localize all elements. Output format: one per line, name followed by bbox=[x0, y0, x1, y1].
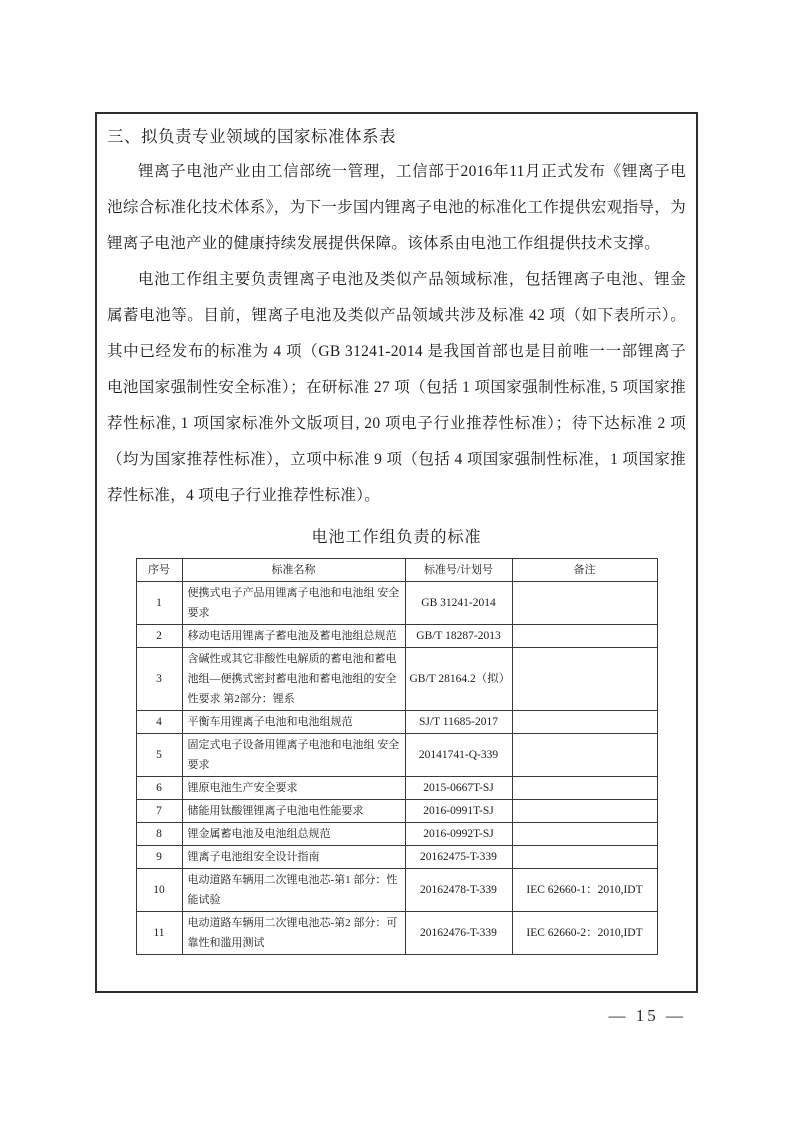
cell-remark bbox=[512, 625, 657, 648]
cell-standard-name: 锂离子电池组安全设计指南 bbox=[182, 846, 405, 869]
table-row bbox=[136, 869, 657, 912]
cell-standard-code: 20162476-T-339 bbox=[405, 912, 512, 955]
table-row bbox=[136, 625, 657, 648]
table-row bbox=[136, 711, 657, 734]
cell-serial-no: 11 bbox=[136, 912, 182, 955]
cell-standard-code: GB/T 18287-2013 bbox=[405, 625, 512, 648]
table-title: 电池工作组负责的标准 bbox=[311, 529, 482, 546]
table-row bbox=[136, 846, 657, 869]
cell-standard-name: 电动道路车辆用二次锂电池芯-第1 部分：性能试验 bbox=[182, 869, 405, 912]
cell-remark bbox=[512, 777, 657, 800]
cell-serial-no: 8 bbox=[136, 823, 182, 846]
cell-standard-code: 20162478-T-339 bbox=[405, 869, 512, 912]
cell-remark bbox=[512, 846, 657, 869]
cell-remark: IEC 62660-1：2010,IDT bbox=[512, 869, 657, 912]
cell-serial-no: 1 bbox=[136, 582, 182, 625]
table-row bbox=[136, 648, 657, 711]
table-row bbox=[136, 777, 657, 800]
page-number: — 15 — bbox=[608, 1006, 686, 1025]
cell-serial-no: 3 bbox=[136, 648, 182, 711]
cell-remark bbox=[512, 800, 657, 823]
cell-standard-name: 含碱性或其它非酸性电解质的蓄电池和蓄电池组—便携式密封蓄电池和蓄电池组的安全性要求 第2部分：锂系 bbox=[182, 648, 405, 711]
cell-standard-name: 电动道路车辆用二次锂电池芯-第2 部分：可靠性和滥用测试 bbox=[182, 912, 405, 955]
paragraph-intro: 锂离子电池产业由工信部统一管理，工信部于2016年11月正式发布《锂离子电池综合标准化技术体系》，为下一步国内锂离子电池的标准化工作提供宏观指导，为锂离子电池产业的健康持续发展提供保障。该体系由电池工作组提供技术支撑。 bbox=[107, 163, 686, 252]
column-header-standard-code: 标准号/计划号 bbox=[405, 559, 512, 582]
cell-standard-name: 平衡车用锂离子电池和电池组规范 bbox=[182, 711, 405, 734]
cell-standard-code: GB/T 28164.2（拟） bbox=[405, 648, 512, 711]
table-header-row bbox=[136, 559, 657, 582]
table-row bbox=[136, 823, 657, 846]
cell-standard-code: 2016-0992T-SJ bbox=[405, 823, 512, 846]
cell-standard-code: 2015-0667T-SJ bbox=[405, 777, 512, 800]
cell-standard-name: 便携式电子产品用锂离子电池和电池组 安全要求 bbox=[182, 582, 405, 625]
cell-standard-code: 2016-0991T-SJ bbox=[405, 800, 512, 823]
table-row bbox=[136, 800, 657, 823]
cell-standard-name: 移动电话用锂离子蓄电池及蓄电池组总规范 bbox=[182, 625, 405, 648]
cell-serial-no: 5 bbox=[136, 734, 182, 777]
standards-table bbox=[136, 558, 658, 955]
cell-standard-name: 储能用钛酸锂锂离子电池电性能要求 bbox=[182, 800, 405, 823]
column-header-remark: 备注 bbox=[512, 559, 657, 582]
cell-standard-name: 锂原电池生产安全要求 bbox=[182, 777, 405, 800]
cell-serial-no: 10 bbox=[136, 869, 182, 912]
content-box bbox=[95, 112, 698, 993]
cell-serial-no: 6 bbox=[136, 777, 182, 800]
column-header-serial-no: 序号 bbox=[136, 559, 182, 582]
cell-remark bbox=[512, 734, 657, 777]
cell-standard-code: SJ/T 11685-2017 bbox=[405, 711, 512, 734]
cell-remark: IEC 62660-2：2010,IDT bbox=[512, 912, 657, 955]
cell-remark bbox=[512, 823, 657, 846]
cell-remark bbox=[512, 711, 657, 734]
cell-standard-name: 锂金属蓄电池及电池组总规范 bbox=[182, 823, 405, 846]
cell-remark bbox=[512, 582, 657, 625]
table-row bbox=[136, 912, 657, 955]
cell-serial-no: 2 bbox=[136, 625, 182, 648]
cell-standard-code: GB 31241-2014 bbox=[405, 582, 512, 625]
cell-serial-no: 4 bbox=[136, 711, 182, 734]
column-header-standard-name: 标准名称 bbox=[182, 559, 405, 582]
cell-serial-no: 9 bbox=[136, 846, 182, 869]
table-body bbox=[136, 582, 657, 955]
table-row bbox=[136, 582, 657, 625]
cell-remark bbox=[512, 648, 657, 711]
paragraph-standards-overview: 电池工作组主要负责锂离子电池及类似产品领域标准，包括锂离子电池、锂金属蓄电池等。目前，锂离子电池及类似产品领域共涉及标准 42 项（如下表所示）。其中已经发布的标准为 4 项（GB 31241-2014 是我国首部也是目前唯一一部锂离子电池国家强制性安全标准）；在研标准 27 项（包括 1 项国家强制性标准, 5 项国家推荐性标准, 1 项国家标准外文版项目, 20 项电子行业推荐性标准）；待下达标准 2 项（均为国家推荐性标准），立项中标准 9 项（包括 4 项国家强制性标准，1 项国家推荐性标准，4 项电子行业推荐性标准）。 bbox=[107, 271, 686, 504]
cell-standard-code: 20162475-T-339 bbox=[405, 846, 512, 869]
cell-serial-no: 7 bbox=[136, 800, 182, 823]
section-heading: 三、拟负责专业领域的国家标准体系表 bbox=[107, 127, 396, 146]
table-row bbox=[136, 734, 657, 777]
cell-standard-name: 固定式电子设备用锂离子电池和电池组 安全要求 bbox=[182, 734, 405, 777]
cell-standard-code: 20141741-Q-339 bbox=[405, 734, 512, 777]
